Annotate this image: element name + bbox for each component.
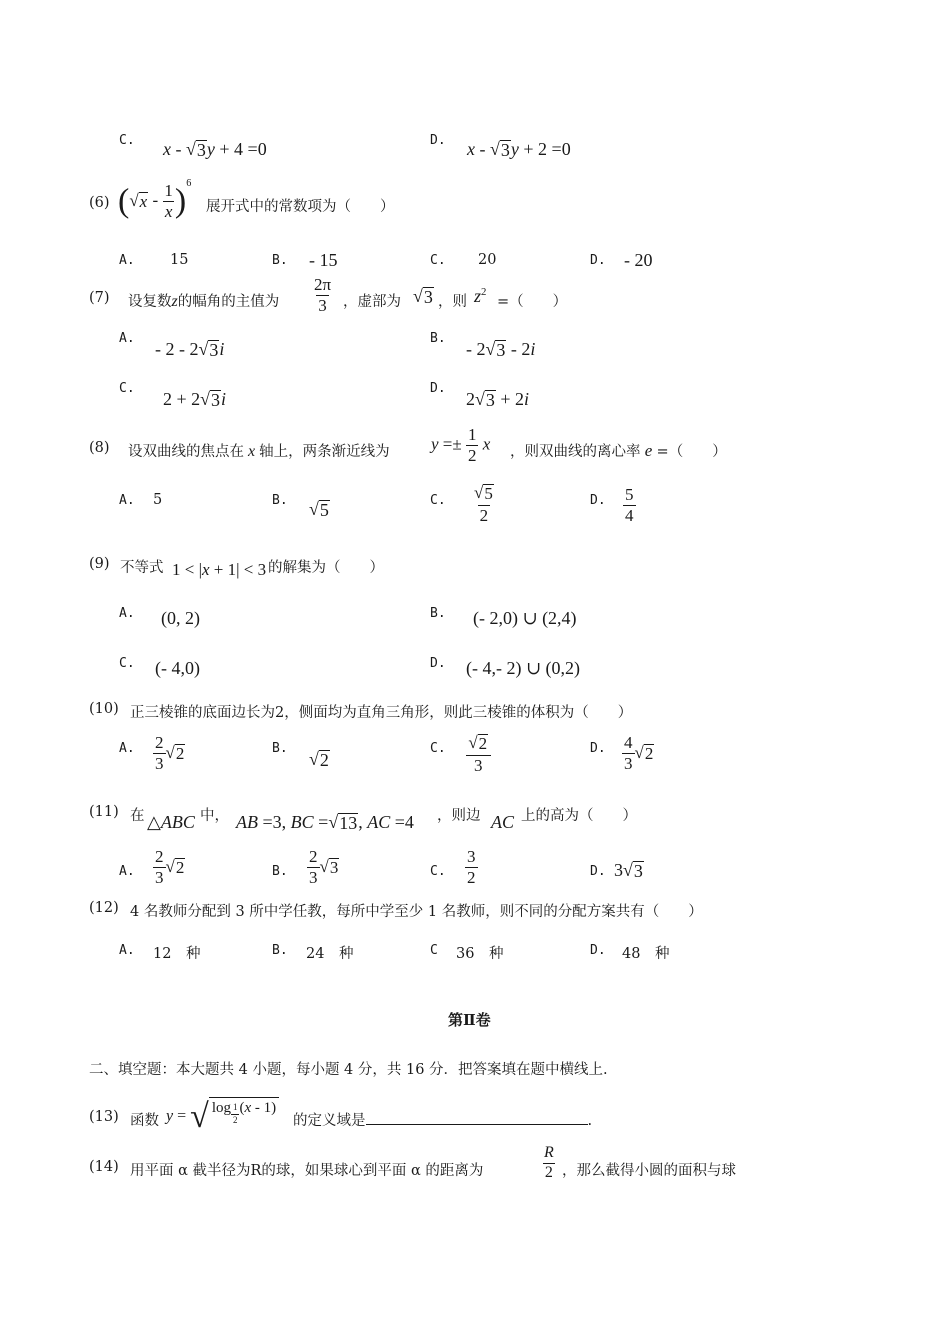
q11-option-a: $\frac{2}{3}$ √ 2 — [155, 847, 185, 887]
q13-stem-part1: 函数 — [130, 1113, 159, 1129]
q5-d-expr: x - √ 3 y + 2 =0 — [467, 139, 571, 161]
q10-option-d-label: D. — [590, 741, 606, 756]
q9-inequality: 1 < |x + 1| < 3 — [172, 560, 267, 579]
q12-stem: 4 名教师分配到 3 所中学任教，每所中学至少 1 名教师，则不同的分配方案共有（ ） — [130, 904, 703, 920]
q11-stem-part4: 上的高为（ ） — [521, 808, 637, 824]
q6-option-a: 15 — [170, 252, 189, 268]
q9-option-c-label: C. — [119, 656, 135, 671]
q9-stem-part2: 的解集为（ ） — [268, 560, 384, 576]
q14-stem-part2: ，那么截得小圆的面积与球 — [562, 1163, 736, 1179]
q8-option-c: √ 5 2 — [474, 483, 493, 525]
q7-option-b: - 2 √ 3 - 2i — [466, 339, 536, 361]
q7-stem-part1: 设复数z的幅角的主值为 — [128, 293, 280, 310]
q5-c-label: C. — [119, 133, 135, 148]
q11-side-ac: AC — [491, 812, 515, 832]
q8-stem-part1: 设双曲线的焦点在 x 轴上，两条渐近线为 — [128, 443, 390, 460]
q8-option-d-label: D. — [590, 493, 606, 508]
q12-option-c: 36 种 — [456, 946, 504, 962]
q7-stem-part3: ，则 — [438, 294, 467, 310]
q7-number: (7) — [89, 290, 110, 306]
q11-sides: AB =3, BC = √ 13 , AC =4 — [236, 812, 414, 834]
q11-option-c-label: C. — [430, 864, 446, 879]
q13-answer-blank[interactable] — [366, 1110, 588, 1125]
q9-option-b: (- 2,0) ∪ (2,4) — [473, 608, 577, 628]
q8-option-b-label: B. — [272, 493, 288, 508]
q6-option-c-label: C. — [430, 253, 446, 268]
q12-option-a: 12 种 — [153, 946, 201, 962]
q7-option-a: - 2 - 2 √ 3 i — [155, 339, 225, 361]
q7-option-c: 2 + 2 √ 3 i — [163, 389, 227, 411]
q11-stem-part1: 在 — [130, 808, 145, 824]
q11-stem-part2: 中， — [200, 808, 229, 824]
q6-expression: ( √ x - $\frac{1}{x}$ )$^6$ — [118, 178, 192, 221]
q8-option-a: 5 — [153, 492, 163, 508]
q6-option-b: - 15 — [309, 250, 338, 270]
q12-number: (12) — [89, 900, 119, 916]
q7-angle-fraction: $\frac{2\pi}{3}$ — [314, 275, 332, 315]
q7-stem-part4: =（ ） — [497, 294, 568, 310]
q8-option-d: $\frac{5}{4}$ — [625, 485, 634, 525]
q12-option-b: 24 种 — [306, 946, 354, 962]
q14-stem-part1: 用平面 α 截半径为R的球，如果球心到平面 α 的距离为 — [130, 1163, 484, 1179]
q9-option-d: (- 4,- 2) ∪ (0,2) — [466, 658, 581, 678]
q9-option-d-label: D. — [430, 656, 446, 671]
q9-option-a-label: A. — [119, 606, 135, 621]
q11-option-c: $\frac{3}{2}$ — [467, 847, 476, 887]
q11-option-b-label: B. — [272, 864, 288, 879]
q7-option-b-label: B. — [430, 331, 446, 346]
q13-function: y = √ log $_{\frac{1}{2}}$ (x - 1) — [166, 1098, 279, 1136]
q9-number: (9) — [89, 556, 110, 572]
q6-option-d-label: D. — [590, 253, 606, 268]
q13-number: (13) — [89, 1109, 119, 1125]
q8-option-c-label: C. — [430, 493, 446, 508]
part2-heading: 二、填空题：本大题共 4 小题，每小题 4 分，共 16 分．把答案填在题中横线上. — [89, 1062, 608, 1078]
q6-option-a-label: A. — [119, 253, 135, 268]
q7-option-d-label: D. — [430, 381, 446, 396]
q8-option-b: √ 5 — [309, 499, 329, 521]
q6-number: (6) — [89, 195, 110, 211]
q6-stem: 展开式中的常数项为（ ） — [206, 199, 395, 215]
q11-option-d-label: D. — [590, 864, 606, 879]
q12-option-d: 48 种 — [622, 946, 670, 962]
q6-option-c: 20 — [478, 252, 497, 268]
q10-option-a-label: A. — [119, 741, 135, 756]
q11-option-a-label: A. — [119, 864, 135, 879]
q8-stem-part2: ，则双曲线的离心率 e =（ ） — [510, 441, 727, 460]
q10-option-a: $\frac{2}{3}$ √ 2 — [155, 733, 185, 773]
q9-option-a: (0, 2) — [161, 608, 200, 628]
q10-option-b: √ 2 — [309, 749, 329, 771]
q12-option-d-label: D. — [590, 943, 606, 958]
q10-option-d: $\frac{4}{3}$ √ 2 — [624, 733, 654, 773]
q6-option-b-label: B. — [272, 253, 288, 268]
q10-option-b-label: B. — [272, 741, 288, 756]
q5-c-expr: x - √ 3 y + 4 =0 — [163, 139, 267, 161]
q14-distance-fraction: $\frac{R}{2}$ — [544, 1144, 554, 1181]
q13-stem-part2: 的定义域是 . — [293, 1109, 592, 1130]
q12-option-c-label: C — [430, 943, 438, 958]
q10-option-c: √ 2 3 — [466, 734, 491, 775]
q11-number: (11) — [89, 804, 119, 820]
q9-option-c: (- 4,0) — [155, 658, 200, 678]
q9-option-b-label: B. — [430, 606, 446, 621]
q10-stem: 正三棱锥的底面边长为2，侧面均为直角三角形，则此三棱锥的体积为（ ） — [130, 705, 633, 721]
q7-option-c-label: C. — [119, 381, 135, 396]
q10-number: (10) — [89, 701, 119, 717]
q7-option-d: 2 √ 3 + 2i — [466, 389, 530, 411]
q8-number: (8) — [89, 440, 110, 456]
q7-z-squared: $z^2$ — [474, 286, 487, 306]
q8-option-a-label: A. — [119, 493, 135, 508]
q11-option-b: $\frac{2}{3}$ √ 3 — [309, 847, 339, 887]
q10-option-c-label: C. — [430, 741, 446, 756]
q7-imag-part: √ 3 — [413, 286, 433, 308]
q11-triangle: △ABC — [147, 812, 195, 832]
q7-option-a-label: A. — [119, 331, 135, 346]
q12-option-b-label: B. — [272, 943, 288, 958]
q8-asymptote: y =± $\frac{1}{2}$ x — [431, 425, 491, 465]
q12-option-a-label: A. — [119, 943, 135, 958]
section-title: 第Ⅱ卷 — [448, 1011, 491, 1029]
q7-stem-part2: ，虚部为 — [343, 294, 401, 310]
q5-d-label: D. — [430, 133, 446, 148]
q6-option-d: - 20 — [624, 250, 653, 270]
q11-option-d: 3 √ 3 — [614, 860, 643, 882]
q11-stem-part3: ，则边 — [437, 808, 481, 824]
q9-stem-part1: 不等式 — [120, 560, 164, 576]
q14-number: (14) — [89, 1159, 119, 1175]
